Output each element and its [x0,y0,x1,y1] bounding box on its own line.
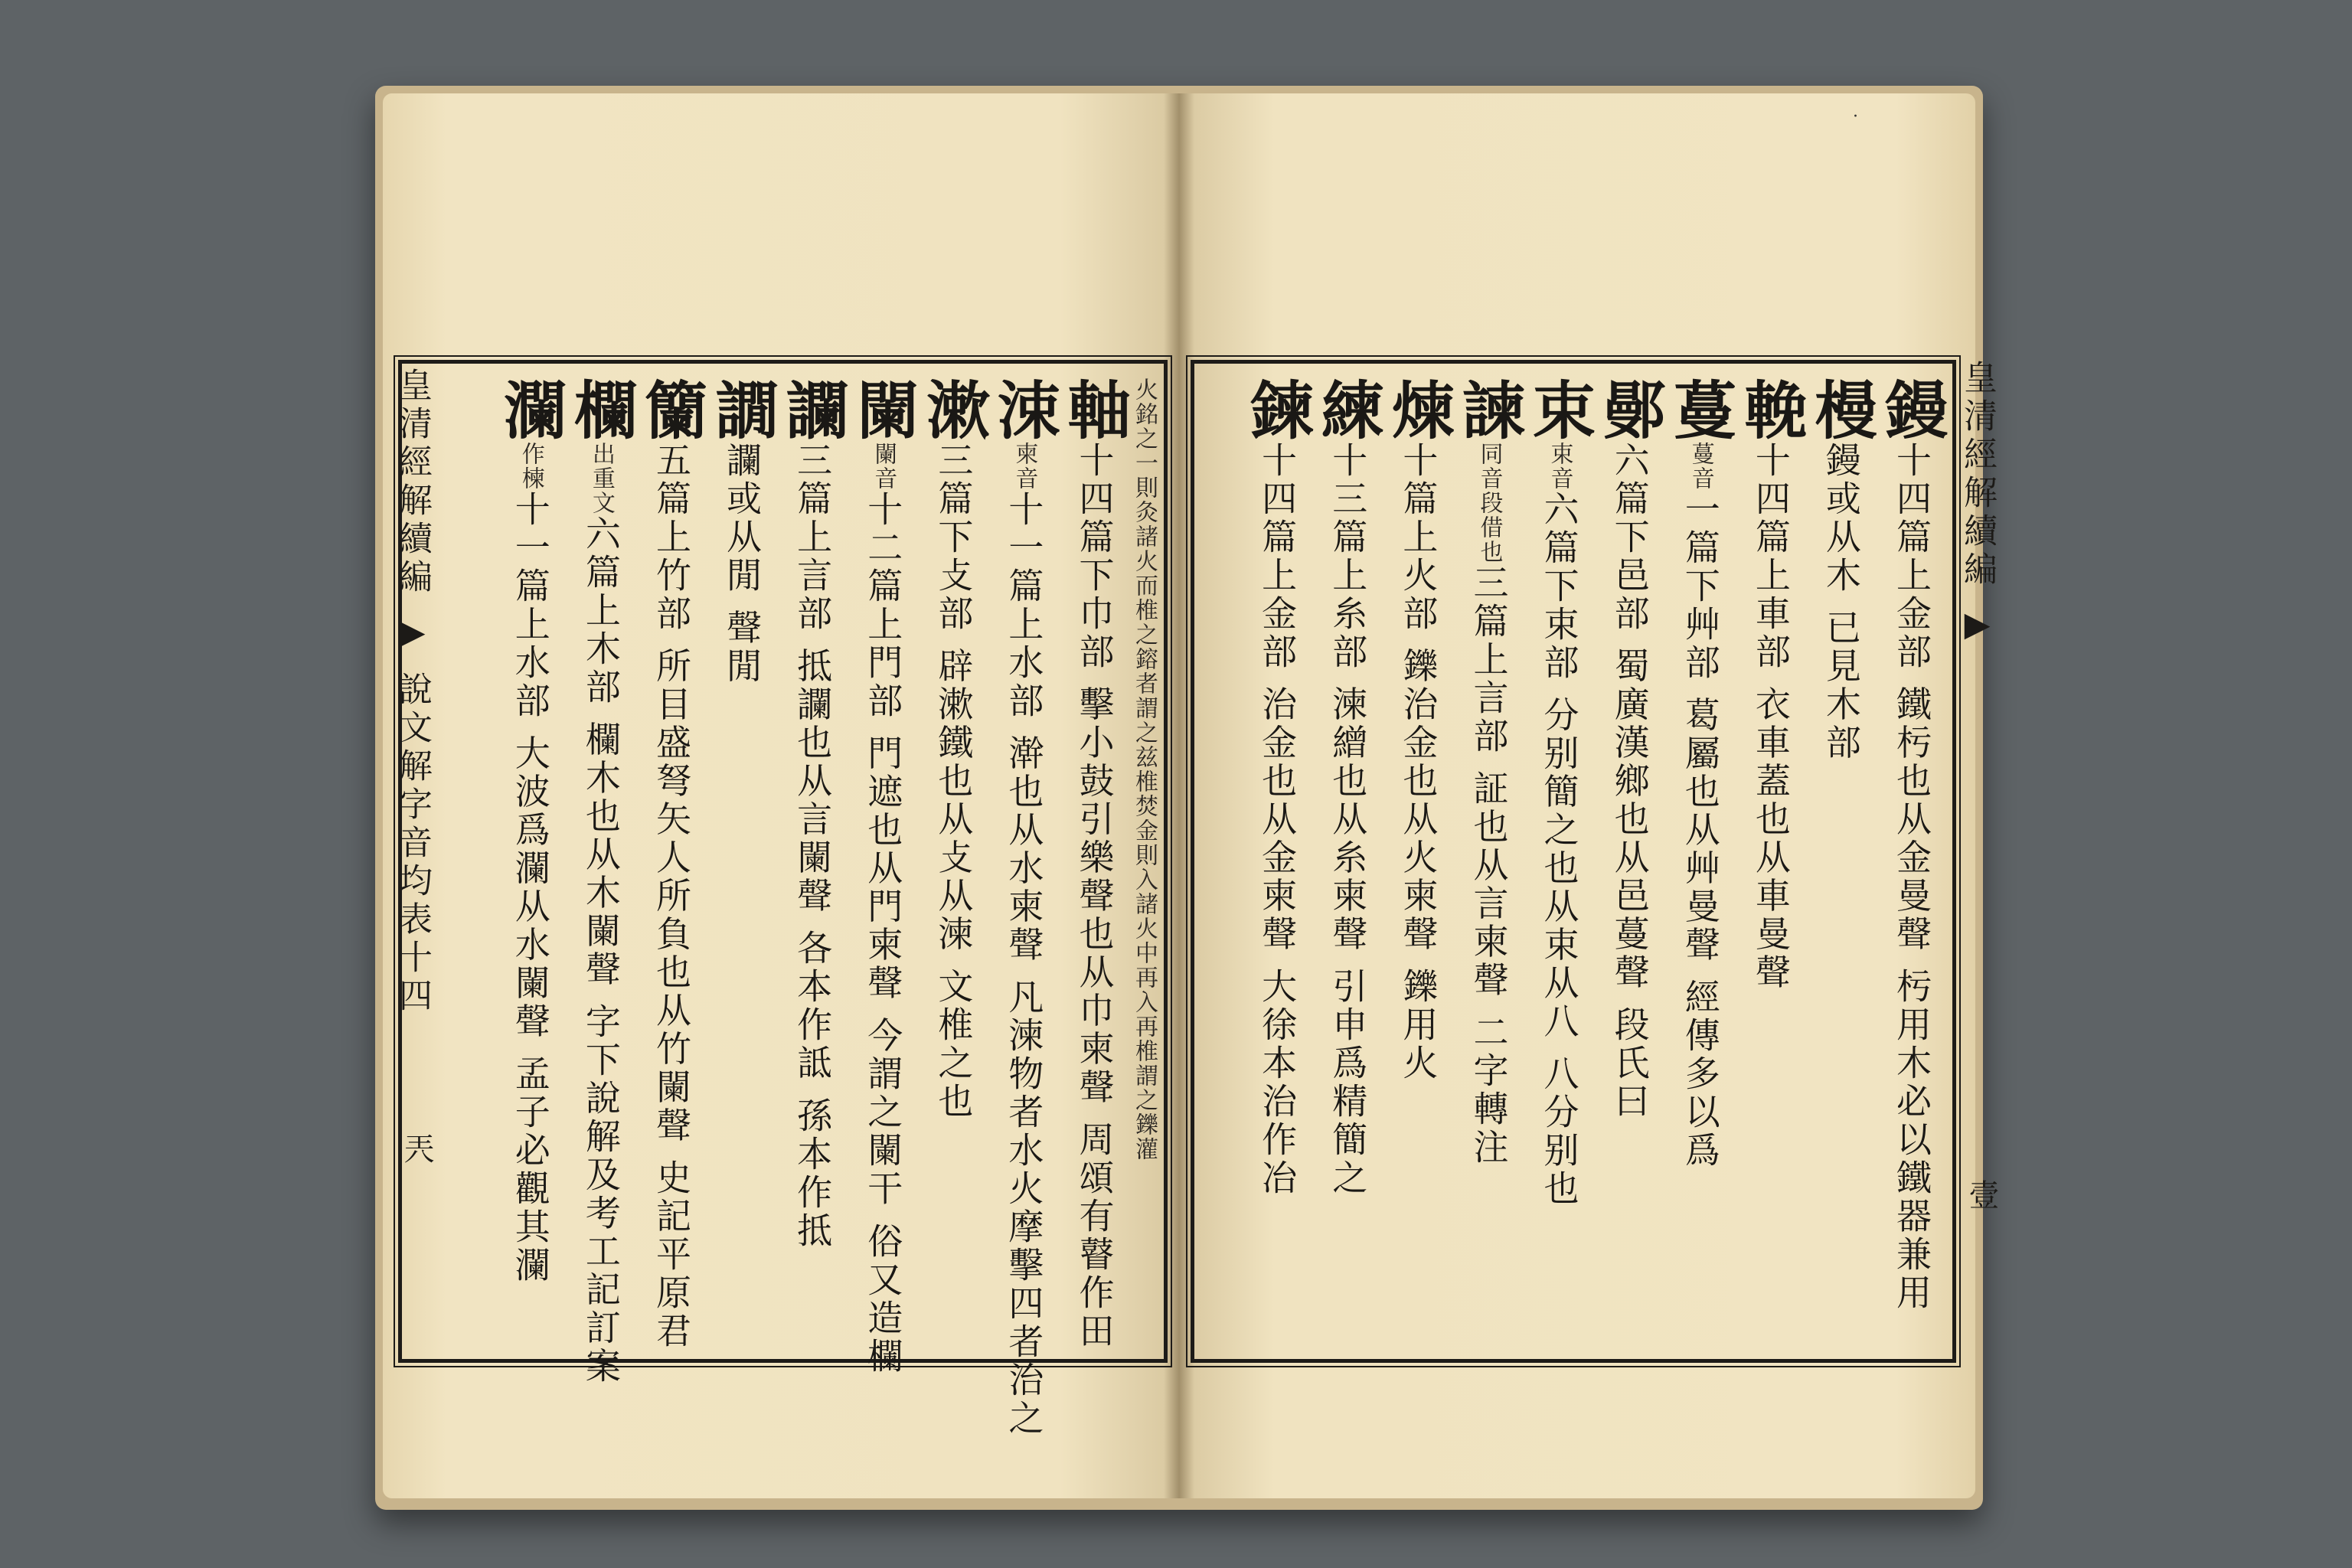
headword: 鍊 [1240,377,1315,442]
text-column [634,377,708,1351]
gloss-text: 六篇上木部 欄木也从木闌聲 字下說解及考工記訂案 [580,515,622,1387]
gloss-text: 六篇下束部 分别簡之也从束从八 八分别也 [1538,491,1580,1209]
gloss-text: 三篇下攴部 辟漱鐵也从攴从湅 文椎之也 [933,442,975,1122]
gloss-text: 六篇下邑部 蜀廣漢鄉也从邑蔓聲 段氏曰 [1609,442,1651,1122]
gloss-text: 三篇上言部 抵讕也从言闌聲 各本作詆 孫本作抵 [792,442,834,1250]
text-column [1804,377,1878,1351]
text-column [564,377,638,1387]
gloss-text: 鏝或从木 已見木部 [1820,442,1862,763]
headword: 涑 [987,377,1061,442]
gloss-text: 十三篇上糸部 湅繒也从糸柬聲 引申爲精簡之 [1327,442,1369,1198]
text-column [846,377,920,1376]
headword: 籣 [634,377,708,442]
headword: 蔓 [1663,377,1737,442]
gloss-text: 十四篇下巾部 擊小鼓引樂聲也从巾柬聲 周頌有瞽作田 [1073,442,1116,1351]
gloss-text: 十四篇上金部 鐵杇也从金曼聲 杇用木必以鐵器兼用 [1891,442,1932,1313]
left-folio: 兲 [399,1133,434,1164]
small-annotation: 蔓音 [1687,442,1714,491]
text-column [1875,377,1949,1351]
headword: 瀾 [493,377,567,442]
left-margin-title: 皇清經解續編 ▶ 說文解字音均表十四 [393,368,432,1016]
headword: 譋 [705,377,779,442]
text-column [1240,377,1315,1351]
text-column [1663,377,1737,1351]
text-column [1452,377,1526,1351]
text-column [1057,377,1132,1351]
small-annotation: 出重文 [587,442,615,515]
left-text-frame [398,360,1168,1439]
headword: 輓 [1733,377,1808,442]
small-annotation: 束音 [1546,442,1573,491]
gloss-text: 十二篇上門部 門遮也从門柬聲 今謂之闌干 俗又造欄 [862,491,904,1376]
right-margin-title: 皇清經解續編 ▶ [1958,360,1997,648]
text-column [705,377,779,1351]
text-column [987,377,1061,1439]
gloss-text: 十篇上火部 鑠治金也从火柬聲 鑠用火 [1397,442,1439,1083]
headword: 槾 [1804,377,1878,442]
text-column [776,377,850,1351]
small-annotation: 同音段借也 [1475,442,1503,564]
gloss-text: 一篇下艸部 葛屬也从艸曼聲 經傳多以爲 [1679,491,1721,1171]
small-annotation: 闌音 [870,442,897,491]
headword: 鄤 [1592,377,1667,442]
headword: 漱 [916,377,991,442]
small-annotation: 火銘之一則灸諸火而椎之鎔者謂之兹椎焚金則入諸火中再入再椎謂之鑠灌 [1131,377,1158,1161]
gloss-text: 十一篇上水部 澣也从水柬聲 凡湅物者水火摩擊四者治之 [1003,491,1045,1439]
right-folio: 壹 [1964,1179,1999,1210]
gloss-text: 三篇上言部 証也从言柬聲 二字轉注 [1468,564,1510,1168]
gloss-text: 五篇上竹部 所目盛弩矢人所負也从竹闌聲 史記平原君 [650,442,692,1351]
right-text-frame [1191,360,1956,1363]
headword: 讕 [776,377,850,442]
text-column [1381,377,1455,1351]
leaf-mark: · [1853,107,1858,126]
headword: 闌 [846,377,920,442]
gloss-text: 讕或从閒 聲閒 [721,442,763,686]
headword: 軸 [1057,377,1132,442]
right-columns [1194,364,1952,1359]
small-annotation: 作楝 [517,442,544,491]
text-column [1311,377,1385,1351]
text-column [1132,377,1157,1351]
text-column [1733,377,1808,1351]
headword: 束 [1522,377,1596,442]
headword: 諫 [1452,377,1526,442]
text-column [493,377,567,1351]
headword: 練 [1311,377,1385,442]
headword: 欄 [564,377,638,442]
book-gutter [1164,93,1194,1498]
text-column [1592,377,1667,1351]
small-annotation: 柬音 [1011,442,1038,491]
text-column [1522,377,1596,1351]
text-column [916,377,991,1351]
gloss-text: 十四篇上金部 治金也从金柬聲 大徐本治作冶 [1256,442,1298,1198]
gloss-text: 十四篇上車部 衣車蓋也从車曼聲 [1749,442,1792,992]
headword: 鏝 [1875,377,1949,442]
gloss-text: 十一篇上水部 大波爲瀾从水闌聲 孟子必觀其瀾 [509,491,551,1285]
left-columns [402,364,1164,1439]
headword: 煉 [1381,377,1455,442]
